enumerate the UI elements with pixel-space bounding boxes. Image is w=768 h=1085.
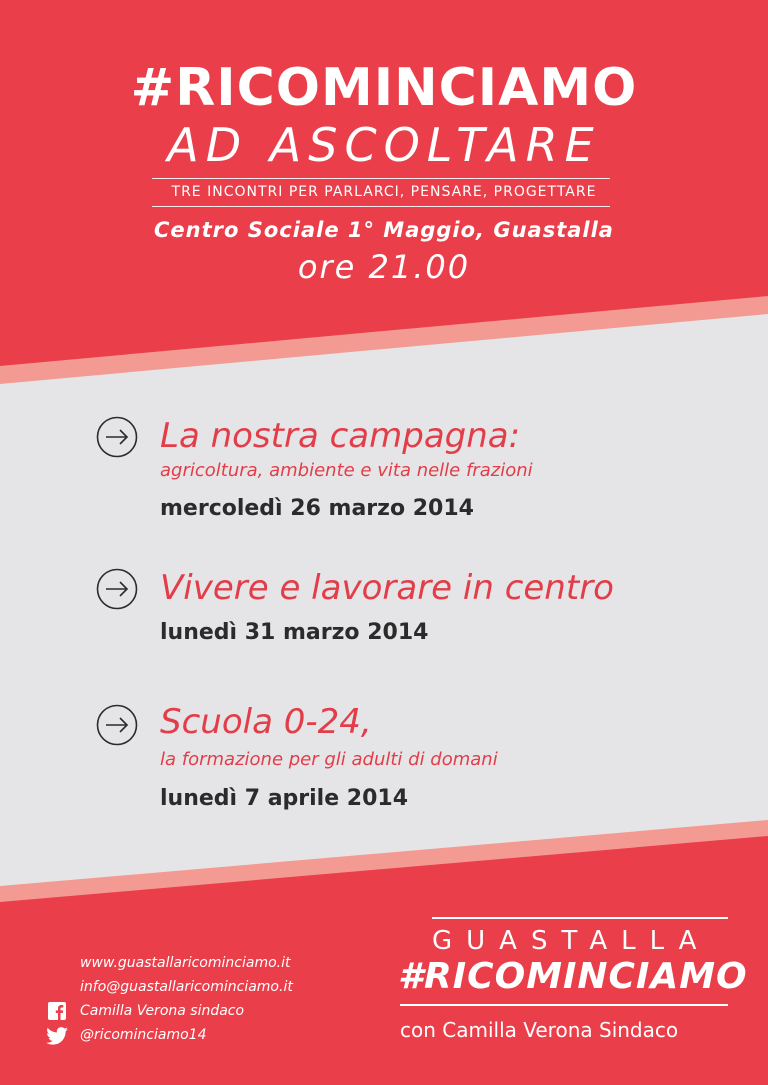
event-3-title: Scuola 0-24, [160,702,372,742]
top-divider [152,178,610,179]
email-link[interactable]: info@guastallaricominciamo.it [80,979,293,995]
twitter-icon [46,1027,68,1045]
event-time: ore 21.00 [297,248,471,286]
main-hashtag-title: #RICOMINCIAMO [130,58,638,118]
twitter-link[interactable]: @ricominciamo14 [80,1027,207,1043]
brand-candidate: con Camilla Verona Sindaco [400,1018,679,1042]
subtitle: AD ASCOLTARE [167,118,601,172]
brand-top-rule [432,917,728,919]
tagline: TRE INCONTRI PER PARLARCI, PENSARE, PROGETTARE [171,184,597,200]
venue: Centro Sociale 1° Maggio, Guastalla [154,218,614,242]
event-2-title: Vivere e lavorare in centro [160,568,614,608]
bottom-divider [152,206,610,207]
event-1-title: La nostra campagna: [160,416,521,456]
arrow-right-icon [96,704,138,746]
arrow-right-icon [96,568,138,610]
event-1-subtitle: agricoltura, ambiente e vita nelle frazioni [160,460,533,481]
event-1-date: mercoledì 26 marzo 2014 [160,496,474,521]
facebook-link[interactable]: Camilla Verona sindaco [80,1003,245,1019]
brand-city: GUASTALLA [432,926,711,956]
event-2-date: lunedì 31 marzo 2014 [160,620,429,645]
brand-hashtag: #RICOMINCIAMO [398,956,748,997]
website-link[interactable]: www.guastallaricominciamo.it [80,955,291,971]
event-3-date: lunedì 7 aprile 2014 [160,786,409,811]
event-3-subtitle: la formazione per gli adulti di domani [160,749,498,770]
arrow-right-icon [96,416,138,458]
facebook-icon [48,1002,66,1020]
brand-bottom-rule [400,1004,728,1006]
